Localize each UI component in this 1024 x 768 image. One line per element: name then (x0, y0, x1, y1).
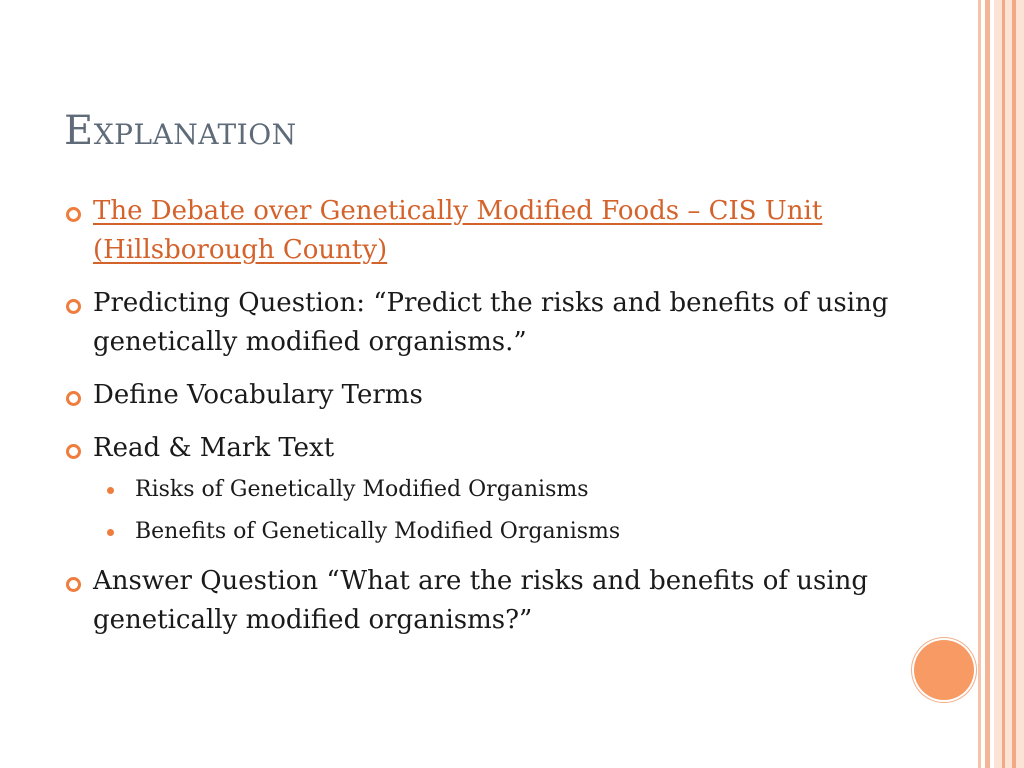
bullet-text: Answer Question “What are the risks and benefits of using genetically modified organisms?” (93, 566, 869, 635)
sub-bullet-text: Benefits of Genetically Modified Organisms (135, 519, 621, 544)
bullet-icon (66, 299, 81, 314)
sub-bullet-item (93, 516, 920, 548)
bullet-icon (66, 207, 81, 222)
decor-circle (914, 640, 974, 700)
sub-bullet-icon (107, 487, 114, 494)
bullet-text: Read & Mark Text (93, 433, 335, 463)
bullet-text: Define Vocabulary Terms (93, 380, 423, 410)
sub-bullet-item (93, 474, 920, 506)
sub-bullet-list (93, 474, 920, 548)
slide-content (60, 192, 920, 654)
sub-bullet-text: Risks of Genetically Modified Organisms (135, 477, 589, 502)
sub-bullet-icon (107, 529, 114, 536)
decor-stripe (985, 0, 990, 768)
bullet-icon (66, 577, 81, 592)
bullet-item (60, 192, 920, 270)
debate-link[interactable]: The Debate over Genetically Modified Foods – CIS Unit (Hillsborough County) (93, 196, 823, 265)
slide-title: Explanation (64, 108, 297, 154)
decor-stripe (978, 0, 981, 768)
bullet-item (60, 284, 920, 362)
bullet-list (60, 192, 920, 640)
bullet-text: Predicting Question: “Predict the risks and benefits of using genetically modified organisms.” (93, 288, 889, 357)
bullet-icon (66, 391, 81, 406)
decor-stripe (1002, 0, 1005, 768)
decor-stripe (1012, 0, 1016, 768)
bullet-item (60, 376, 920, 415)
bullet-item (60, 429, 920, 548)
bullet-icon (66, 444, 81, 459)
decor-stripe (994, 0, 1024, 768)
bullet-item (60, 562, 920, 640)
